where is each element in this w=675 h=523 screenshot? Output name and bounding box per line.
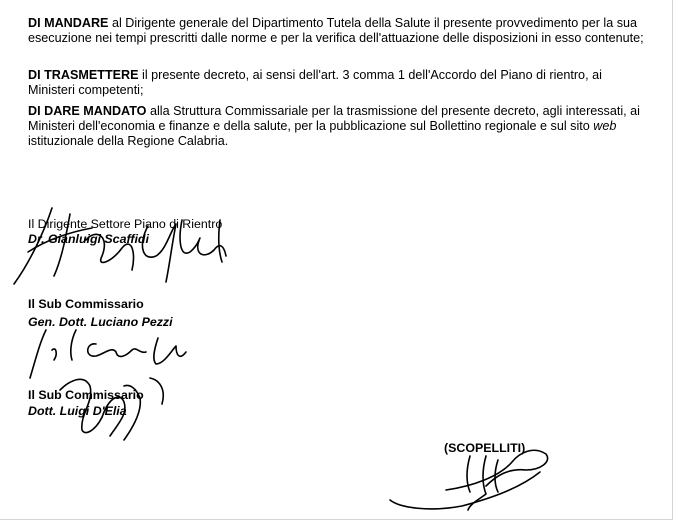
paragraph-text-end: istituzionale della Regione Calabria. xyxy=(28,134,229,149)
paragraph-text: il presente decreto, ai sensi dell'art. 3 comma 1 dell'Accordo del Piano di rientro, ai Ministeri competenti; xyxy=(28,68,602,98)
commissioner-name: (SCOPELLITI) xyxy=(444,441,526,455)
signature-name-pezzi: Gen. Dott. Luciano Pezzi xyxy=(28,315,173,329)
paragraph-keyword: DI TRASMETTERE xyxy=(28,68,139,82)
signature-name-scaffidi: Dr. Gianluigi Scaffidi xyxy=(28,232,149,246)
paragraph-di-trasmettere xyxy=(28,68,648,98)
signature-role-sub-commissario-2: Il Sub Commissario xyxy=(28,388,144,402)
paragraph-text: alla Struttura Commissariale per la trasmissione del presente decreto, agli interessati, ai Ministeri dell'economia e finanze e della salute, per la pubblicazione sul Bollettino regionale e sul sito xyxy=(28,104,640,134)
signature-role-dirigente: Il Dirigente Settore Piano di Rientro xyxy=(28,217,223,231)
paragraph-keyword: DI MANDARE xyxy=(28,16,109,30)
paragraph-italic-word: web xyxy=(593,119,617,134)
paragraph-di-mandare xyxy=(28,16,648,46)
signature-role-sub-commissario-1: Il Sub Commissario xyxy=(28,297,144,311)
paragraph-keyword: DI DARE MANDATO xyxy=(28,104,147,118)
paragraph-di-dare-mandato xyxy=(28,104,648,150)
paragraph-text: al Dirigente generale del Dipartimento Tutela della Salute il presente provvedimento per la sua esecuzione nei tempi prescritti dalle norme e per la verifica dell'attuazione delle disposizioni in esso contenute; xyxy=(28,16,644,46)
signature-name-delia: Dott. Luigi D'Elia xyxy=(28,404,127,418)
